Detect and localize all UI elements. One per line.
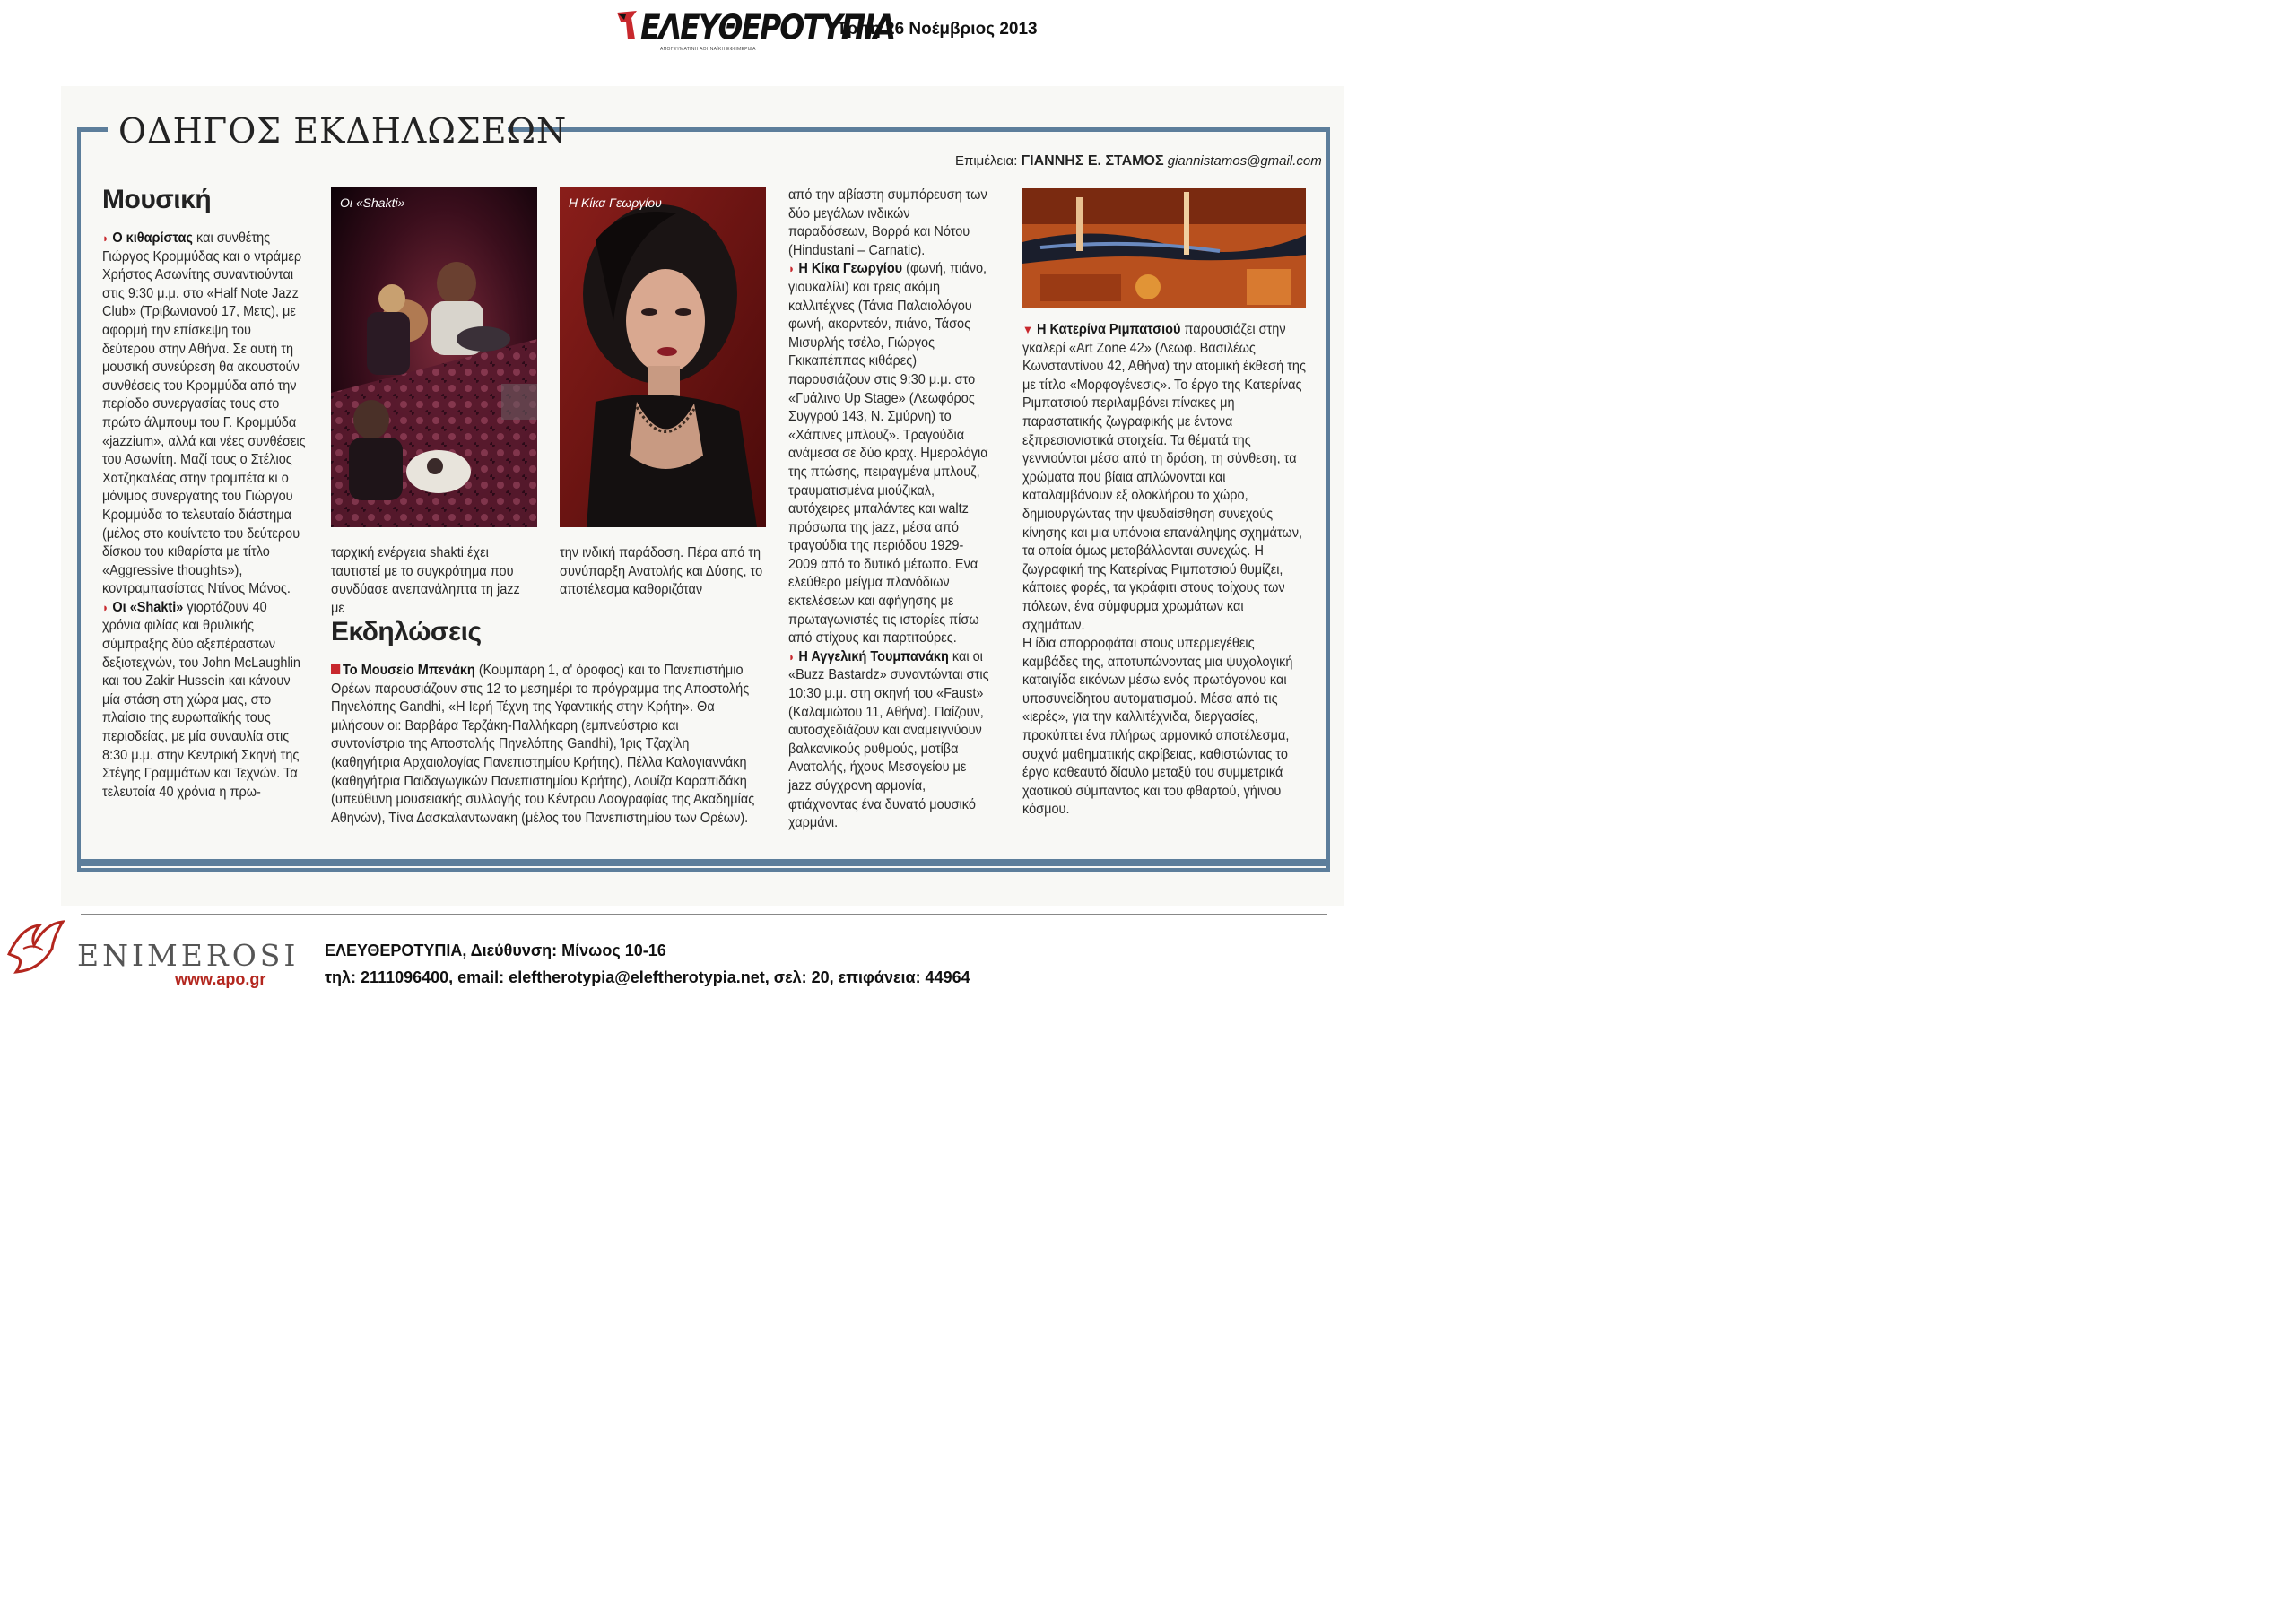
column-5 bbox=[1022, 321, 1306, 820]
article-frame-top-right bbox=[508, 127, 1330, 132]
photo-painting-image bbox=[1022, 188, 1306, 308]
events-heading: Εκδηλώσεις bbox=[331, 617, 482, 647]
column-3-text: την ινδική παράδοση. Πέρα από τη συνύπαρξη Ανατολής και Δύσης, το αποτέλεσμα καθοριζόταν bbox=[560, 545, 763, 598]
column-1 bbox=[102, 230, 306, 802]
photo-shakti-caption: Οι «Shakti» bbox=[340, 195, 405, 210]
music-item-shakti-continued: από την αβίαστη συμπόρευση των δύο μεγάλων ινδικών παραδόσεων, Βορρά και Νότου (Hindustani – Carnatic). bbox=[788, 187, 987, 258]
enimerosi-logo-text: ENIMEROSI bbox=[77, 938, 300, 973]
photo-kika-caption: Η Κίκα Γεωργίου bbox=[569, 195, 662, 210]
curator-name: ΓΙΑΝΝΗΣ Ε. ΣΤΑΜΟΣ bbox=[1021, 153, 1164, 169]
photo-shakti-image bbox=[331, 187, 537, 527]
curator-credit bbox=[955, 153, 1322, 169]
column-4 bbox=[788, 187, 992, 833]
publication-date: Τρίτη 26 Νοέμβριος 2013 bbox=[837, 20, 1038, 39]
photo-shakti bbox=[331, 187, 537, 527]
music-item-kika: ◗ Η Κίκα Γεωργίου (φωνή, πιάνο, γιουκαλίλι) και τρεις ακόμη καλλιτέχνες (Τάνια Παλαιολόγου φωνή, ακορντεόν, πιάνο, Τάσος Μισυρλής τσέλο, Γιώργος Γκικαπέππας κιθάρες) παρουσιάζουν στις 9:30 μ.μ. στο «Γυάλινο Up Stage» (Λεωφόρος Συγγρού 143, Ν. Σμύρνη) το «Χάπινες μπλουζ». Τραγούδια ανάμεσα σε δύο κραχ. Ημερολόγια της πτώσης, πειραγμένα μπλουζ, τραυματισμένα μιούζικαλ, αυτόχειρες μπαλάντες και waltz πρόσωπα της jazz, μέσα από τραγούδια της περιόδου 1929-2009 από το δυτικό μέτωπο. Ενα ελεύθερο μείγμα πλανόδιων εκτελέσεων και αφήγησης με πρωταγωνιστές τις ιστορίες πίσω από στίχους και παρτιτούρες. bbox=[788, 261, 988, 647]
bullet-marker-icon: ◗ bbox=[788, 649, 796, 664]
footer-address: ΕΛΕΥΘΕΡΟΤΥΠΙΑ, Διεύθυνση: Μίνωος 10-16 bbox=[325, 942, 666, 959]
bullet-marker-icon: ◗ bbox=[788, 262, 796, 276]
bullet-marker-icon: ◗ bbox=[102, 231, 109, 245]
square-marker-icon bbox=[331, 664, 340, 674]
triangle-marker-icon: ▼ bbox=[1022, 323, 1033, 336]
newspaper-logo-tagline: ΑΠΟΓΕΥΜΑΤΙΝΗ ΑΘΗΝΑΪΚΗ ΕΦΗΜΕΡΙΔΑ bbox=[660, 47, 756, 52]
enimerosi-url: www.apo.gr bbox=[175, 970, 266, 988]
art-item-rimpatsiou-p2: Η ίδια απορροφάται στους υπερμεγέθεις καμβάδες της, αποτυπώνοντας μια ψυχολογική καταιγίδα εικόνων μέσω ενός πρωτόγονου και υποσυνείδητου αυτοματισμού. Μέσα από τις «ιερές», για την καλλιτέχνιδα, διεργασίες, προκύπτει ένα πλήρως αρμονικό αποτέλεσμα, συχνά μαθηματικής ακρίβειας, καθιστώντας το έργο καθεαυτό δίαυλο μεταξύ του συμμετρικά χαοτικού σύμπαντος και του φθαρτού, γήινου κόσμου. bbox=[1022, 636, 1293, 818]
photo-painting bbox=[1022, 188, 1306, 308]
events-item-benaki: Το Μουσείο Μπενάκη (Κουμπάρη 1, α' όροφος) και το Πανεπιστήμιο Ορέων παρουσιάζουν στις 12 το μεσημέρι το πρόγραμμα της Αποστολής Πηνελόπης Gandhi, «Η Ιερή Τέχνη της Υφαντικής στην Κρήτη». Θα μιλήσουν οι: Βαρβάρα Τερζάκη-Παλλήκαρη (εμπνεύστρια και συντονίστρια της Αποστολής Πηνελόπης Gandhi), Ίρις Τζαχίλη (καθηγήτρια Αρχαιολογίας Πανεπιστημίου Κρήτης), Πέλλα Καλογιαννάκη (καθηγήτρια Παιδαγωγικών Πανεπιστημίου Κρήτης), Λουίζα Καραπιδάκη (υπεύθυνη μουσειακής συλλογής του Κέντρου Λαογραφίας της Ακαδημίας Αθηνών), Τίνα Δασκαλαντωνάκη (μέλος του Πανεπιστημίου των Ορέων). bbox=[331, 663, 755, 826]
music-item-shakti: ◗ Οι «Shakti» γιορτάζουν 40 χρόνια φιλίας και θρυλικής σύμπραξης δύο αξεπέραστων δεξιοτεχνών, του John McLaughlin και του Zakir Hussein και κάνουν μία στάση στη χώρα μας, στο πλαίσιο της ευρωπαϊκής τους περιοδείας, με μία συναυλία στις 8:30 μ.μ. στην Κεντρική Σκηνή της Στέγης Γραμμάτων και Τεχνών. Τα τελευταία 40 χρόνια η πρω- bbox=[102, 599, 301, 800]
newspaper-logo bbox=[615, 7, 895, 54]
article-frame-bottom bbox=[77, 859, 1330, 866]
footer-divider bbox=[81, 914, 1327, 915]
curator-email: giannistamos@gmail.com bbox=[1167, 153, 1322, 169]
music-item-toumpanaki: ◗ Η Αγγελική Τουμπανάκη και οι «Buzz Bastardz» συναντώνται στις 10:30 μ.μ. στη σκηνή του «Faust» (Καλαμιώτου 11, Αθήνα). Παίζουν, αυτοσχεδιάζουν και αναμειγνύουν βαλκανικούς ρυθμούς, μοτίβα Ανατολής, ήχους Μεσογείου με jazz σύγχρονη αρμονία, φτιάχνοντας ένα δυνατό μουσικό χαρμάνι. bbox=[788, 648, 989, 831]
photo-kika-georgiou-image bbox=[560, 187, 766, 527]
enimerosi-logo bbox=[0, 916, 300, 988]
photo-kika-georgiou bbox=[560, 187, 766, 527]
newspaper-logo-text: ΕΛΕΥΘΕΡΟΤΥΠΙΑ bbox=[640, 7, 895, 48]
curator-label: Επιμέλεια: bbox=[955, 153, 1018, 169]
art-item-rimpatsiou: ▼ Η Κατερίνα Ριμπατσιού παρουσιάζει στην γκαλερί «Art Zone 42» (Λεωφ. Βασιλέως Κωνσταντίνου 42, Αθήνα) την ατομική έκθεσή της με τίτλο «Μορφογένεσις». Το έργο της Κατερίνας Ριμπατσιού περιλαμβάνει πίνακες μη παραστατικής ζωγραφικής με έντονα εξπρεσιονιστικά στοιχεία. Τα θέματά της γεννιούνται μέσα από τη δράση, τη σύνθεση, τα χρώματα που βίαια απλώνονται και καταλαμβάνουν εξ ολοκλήρου το χώρο, δημιουργώντας την ψευδαίσθηση συνεχούς κίνησης και μια υπόνοια επανάληψης σχημάτων, τα οποία όμως μεταβάλλονται συνεχώς. Η ζωγραφική της Κατερίνας Ριμπατσιού θυμίζει, κάποιες φορές, τα γκράφιτι στους τοίχους των πόλεων, ένα σύμφυρμα χρωμάτων και σχημάτων. bbox=[1022, 322, 1306, 633]
music-item-kromydas: ◗ Ο κιθαρίστας και συνθέτης Γιώργος Κρομμύδας και ο ντράμερ Χρήστος Ασωνίτης συναντιούνται στις 9:30 μ.μ. στο «Half Note Jazz Club» (Τριβωνιανού 17, Μετς), με αφορμή την επίσκεψη του δεύτερου στην Αθήνα. Σε αυτή τη μουσική συνεύρεση θα ακουστούν συνθέσεις του Κρομμύδα από την περίοδο συνεργασίας τους στο πρώτο άλμπουμ του Γ. Κρομμύδα «jazzium», αλλά και νέες συνθέσεις του Ασωνίτη. Μαζί τους ο Στέλιος Χατζηκαλέας στην τρομπέτα κι ο μόνιμος συνεργάτης του Γιώργου Κρομμύδα το τελευταίο διάστημα (μέλος στο κουίντετο του δεύτερου δίσκου του κιθαρίστα με τίτλο «Aggressive thoughts»), κοντραμπασίστας Ντίνος Μάνος. bbox=[102, 230, 306, 597]
column-2-text: ταρχική ενέργεια shakti έχει ταυτιστεί με το συγκρότημα που συνδύασε ανεπανάληπτα τη jazz με bbox=[331, 545, 520, 616]
bullet-marker-icon: ◗ bbox=[102, 600, 109, 614]
bird-logo-icon bbox=[4, 918, 68, 976]
article-frame-top-left bbox=[77, 127, 108, 132]
newspaper-logo-icon bbox=[615, 9, 640, 41]
music-heading: Μουσική bbox=[102, 185, 212, 214]
section-title: ΟΔΗΓΟΣ ΕΚΔΗΛΩΣΕΩΝ bbox=[118, 111, 568, 151]
footer-contact-info: τηλ: 2111096400, email: eleftherotypia@eleftherotypia.net, σελ: 20, επιφάνεια: 44964 bbox=[325, 968, 970, 986]
